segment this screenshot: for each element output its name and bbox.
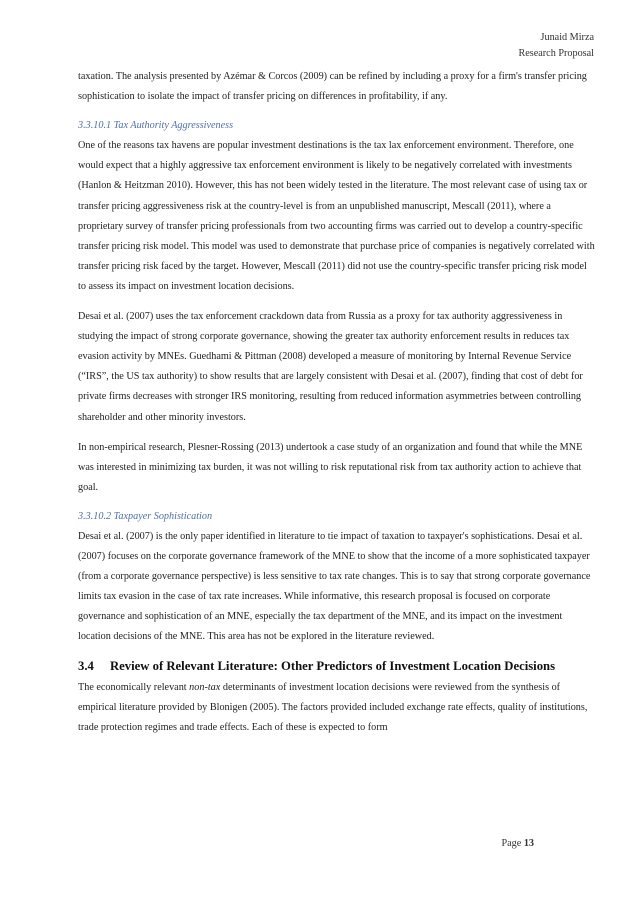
paragraph-continued: taxation. The analysis presented by Azémar & Corcos (2009) can be refined by including a proxy for a firm's transfer pricing sophistication to isolate the impact of transfer pricing on differences in profitability, if any. <box>78 71 587 103</box>
paragraph-taxpayer: Desai et al. (2007) is the only paper identified in literature to tie impact of taxation to taxpayer's sophistications. Desai et al. (2007) focuses on the corporate governance framework of the MNE to show that the income of a more sophisticated taxpayer (from a corporate governance perspective) is less sensitive to tax rate changes. This is to say that strong corporate governance limits tax evasion in the case of tax rate increases. While informative, this research proposal is focused on corporate governance and sophistication of an MNE, especially the tax department of the MNE, and its impact on the investment location decisions of the MNE. This area has not be explored in the literature reviewed. <box>78 530 591 643</box>
paragraph-tax-authority-2: Desai et al. (2007) uses the tax enforcement crackdown data from Russia as a proxy for tax authority aggressiveness in studying the impact of strong corporate governance, showing the greater tax authority enforcement results in reduces tax evasion activity by MNEs. Guedhami & Pittman (2008) developed a measure of monitoring by Internal Revenue Service (“IRS”, the US tax authority) to show results that are largely consistent with Desai et al. (2007), finding that cost of debt for private firms decreases with stronger IRS monitoring, resulting from reduced information asymmetries between controlling shareholder and other minority investors. <box>78 311 583 423</box>
page-header <box>518 30 594 62</box>
page-footer <box>501 838 534 849</box>
paragraph-non-tax-italic: non-tax <box>189 681 221 693</box>
section-title: Review of Relevant Literature: Other Predictors of Investment Location Decisions <box>110 658 556 673</box>
subsection-heading-taxpayer: 3.3.10.2 Taxpayer Sophistication <box>78 510 213 522</box>
paragraph-tax-authority-3: In non-empirical research, Plesner-Rossing (2013) undertook a case study of an organization and found that while the MNE was interested in minimizing tax burden, it was not willing to risk reputational risk from tax authority action to achieve that goal. <box>78 441 583 493</box>
paragraph-non-tax <box>78 678 596 738</box>
paragraph-tax-authority-1: One of the reasons tax havens are popular investment destinations is the tax lax enforcement environment. Therefore, one would expect that a highly aggressive tax enforcement environment is likely to be negatively correlated with investments (Hanlon & Heitzman 2010). However, this has not been widely tested in the literature. The most relevant case of using tax or transfer pricing aggressiveness risk at the country-level is from an unpublished manuscript, Mescall (2011), where a proprietary survey of transfer pricing professionals from two accounting firms was carried out to develop a country-specific transfer pricing risk model. This model was used to demonstrate that purchase price of companies is negatively correlated with transfer pricing risk faced by the target. However, Mescall (2011) did not use the country-specific transfer pricing risk model to assess its impact on investment location decisions. <box>78 140 595 292</box>
paragraph-non-tax-part1: The economically relevant <box>78 681 190 693</box>
paragraph-non-tax-part2: determinants of investment location decisions were reviewed from the synthesis of empirical literature provided by Blonigen (2005). The factors provided included exchange rate effects, quality of institutions, trade protection regimes and trade effects. Each of these is expected to form <box>78 681 588 733</box>
header-doc-type: Research Proposal <box>518 48 594 59</box>
page-number: 13 <box>523 838 534 849</box>
page-label: Page <box>501 838 522 849</box>
header-author: Junaid Mirza <box>540 32 594 43</box>
page-body <box>78 67 596 738</box>
section-number: 3.4 <box>78 658 94 673</box>
subsection-heading-tax-authority: 3.3.10.1 Tax Authority Aggressiveness <box>78 120 234 132</box>
section-heading <box>78 656 596 676</box>
